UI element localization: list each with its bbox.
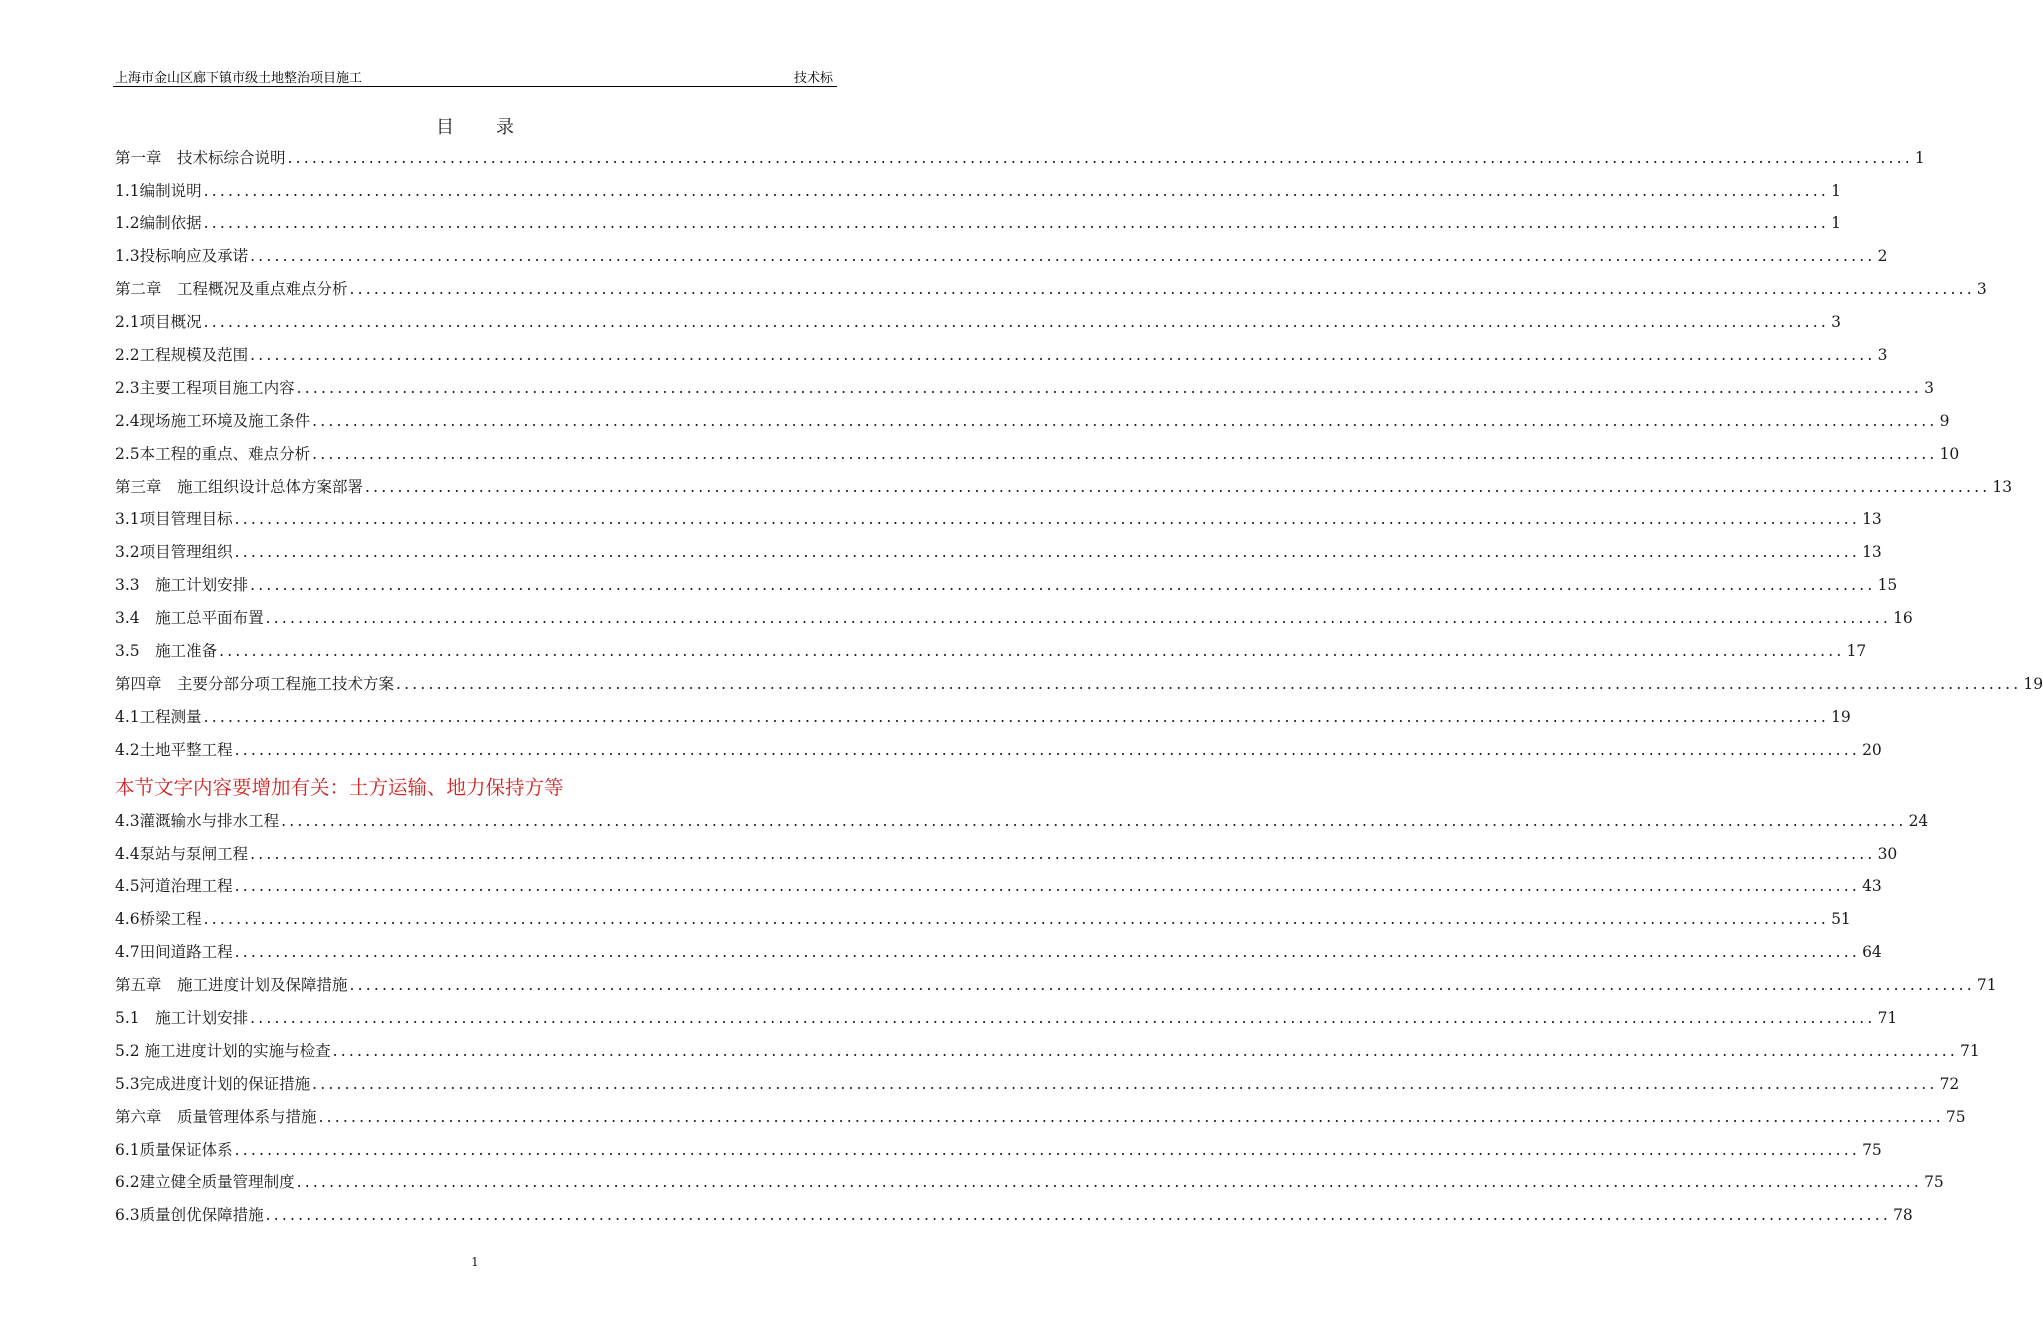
toc-dot-leader: ........................................................................................................................................................................................................	[365, 477, 1991, 496]
toc-entry-page: 3	[1877, 346, 1888, 365]
toc-entry-page: 1	[1831, 214, 1841, 233]
toc-entry-title: 6.1质量保证体系	[115, 1140, 233, 1159]
toc-entry-page: 75	[1924, 1173, 1944, 1192]
toc-entry-title: 第三章 施工组织设计总体方案部署	[115, 477, 364, 496]
toc-entry-page: 3	[1924, 378, 1934, 397]
toc-entry[interactable]	[115, 1200, 1913, 1233]
toc-entry[interactable]	[115, 969, 1997, 1002]
toc-entry[interactable]	[115, 904, 1851, 937]
toc-dot-leader: ........................................................................................................................................................................................................	[318, 1107, 1944, 1126]
toc-annotation-note: 本节文字内容要增加有关：土方运输、地力保持方等	[115, 775, 564, 799]
toc-entry-title: 3.5 施工准备	[115, 642, 218, 661]
toc-entry[interactable]	[115, 504, 1882, 537]
toc-entry-title: 2.1项目概况	[115, 313, 202, 332]
page-number: 1	[471, 1255, 479, 1269]
toc-dot-leader: ........................................................................................................................................................................................................	[312, 411, 1938, 430]
toc-dot-leader: ........................................................................................................................................................................................................	[349, 976, 1975, 995]
toc-entry-page: 1	[1831, 181, 1841, 200]
toc-entry-page: 13	[1992, 477, 2013, 496]
toc-dot-leader: ........................................................................................................................................................................................................	[396, 674, 2022, 693]
toc-entry-title: 3.4 施工总平面布置	[115, 609, 264, 628]
toc-dot-leader: ........................................................................................................................................................................................................	[203, 707, 1830, 726]
toc-entry-page: 43	[1862, 877, 1882, 896]
toc-dot-leader: ........................................................................................................................................................................................................	[203, 313, 1830, 332]
toc-dot-leader: ........................................................................................................................................................................................................	[349, 280, 1975, 299]
toc-entry-page: 64	[1862, 943, 1882, 962]
header-project-name: 上海市金山区廊下镇市级土地整治项目施工	[115, 71, 363, 86]
toc-entry-page: 75	[1945, 1107, 1966, 1126]
toc-entry[interactable]	[115, 805, 1929, 838]
toc-entry[interactable]	[115, 570, 1898, 603]
toc-entry-page: 3	[1831, 313, 1841, 332]
toc-entry[interactable]	[115, 838, 1898, 871]
toc-entry-title: 3.1项目管理目标	[115, 510, 233, 529]
toc-entry[interactable]	[115, 635, 1867, 668]
toc-entry-page: 13	[1862, 543, 1882, 562]
toc-entry[interactable]	[115, 1134, 1882, 1167]
toc-dot-leader: ........................................................................................................................................................................................................	[312, 1074, 1938, 1093]
toc-dot-leader: ........................................................................................................................................................................................................	[296, 1173, 1923, 1192]
toc-entry[interactable]	[115, 241, 1888, 274]
toc-entry-title: 6.2建立健全质量管理制度	[115, 1173, 295, 1192]
toc-entry-page: 19	[2023, 674, 2043, 693]
toc-entry[interactable]	[115, 734, 1882, 767]
toc-dot-leader: ........................................................................................................................................................................................................	[250, 1008, 1876, 1027]
toc-entry-title: 第二章 工程概况及重点难点分析	[115, 280, 348, 299]
toc-dot-leader: ........................................................................................................................................................................................................	[234, 510, 1861, 529]
toc-entry[interactable]	[115, 936, 1882, 969]
toc-dot-leader: ........................................................................................................................................................................................................	[203, 910, 1830, 929]
toc-entry[interactable]	[115, 405, 1950, 438]
toc-entry-title: 第六章 质量管理体系与措施	[115, 1107, 317, 1126]
toc-entry-title: 第五章 施工进度计划及保障措施	[115, 976, 348, 995]
toc-entry[interactable]	[115, 602, 1913, 635]
toc-entry-title: 4.4泵站与泵闸工程	[115, 844, 249, 863]
toc-entry-page: 71	[1877, 1008, 1898, 1027]
toc-entry[interactable]	[115, 471, 2013, 504]
toc-entry-title: 4.3灌溉输水与排水工程	[115, 811, 280, 830]
toc-entry-page: 15	[1877, 576, 1898, 595]
toc-entry-page: 19	[1831, 707, 1851, 726]
toc-entry-page: 2	[1877, 247, 1888, 266]
toc-dot-leader: ........................................................................................................................................................................................................	[234, 877, 1861, 896]
toc-entry-title: 2.2工程规模及范围	[115, 346, 249, 365]
toc-entry-title: 5.2 施工进度计划的实施与检查	[115, 1041, 331, 1060]
toc-entry-title: 5.3完成进度计划的保证措施	[115, 1074, 311, 1093]
toc-entry[interactable]	[115, 1002, 1898, 1035]
toc-entry-page: 13	[1862, 510, 1882, 529]
header-section-label: 技术标	[793, 71, 833, 86]
toc-dot-leader: ........................................................................................................................................................................................................	[250, 844, 1876, 863]
toc-title: 目录	[436, 117, 556, 138]
toc-entry[interactable]	[115, 537, 1882, 570]
toc-entry-title: 3.2项目管理组织	[115, 543, 233, 562]
toc-dot-leader: ........................................................................................................................................................................................................	[250, 346, 1876, 365]
toc-entry-page: 3	[1976, 280, 1987, 299]
toc-entry[interactable]	[115, 1101, 1966, 1134]
toc-dot-leader: ........................................................................................................................................................................................................	[312, 444, 1938, 463]
toc-dot-leader: ........................................................................................................................................................................................................	[234, 740, 1861, 759]
toc-entry[interactable]	[115, 438, 1960, 471]
toc-entry-page: 51	[1831, 910, 1851, 929]
toc-entry-title: 3.3 施工计划安排	[115, 576, 249, 595]
toc-entry-title: 第四章 主要分部分项工程施工技术方案	[115, 674, 395, 693]
toc-dot-leader: ........................................................................................................................................................................................................	[287, 148, 1913, 167]
toc-dot-leader: ........................................................................................................................................................................................................	[281, 811, 1907, 830]
toc-entry-title: 6.3质量创优保障措施	[115, 1206, 264, 1225]
toc-entry[interactable]	[115, 668, 2043, 701]
toc-dot-leader: ........................................................................................................................................................................................................	[296, 378, 1923, 397]
toc-entry-title: 2.5本工程的重点、难点分析	[115, 444, 311, 463]
page-header	[113, 66, 837, 87]
toc-entry[interactable]	[115, 871, 1882, 904]
toc-dot-leader: ........................................................................................................................................................................................................	[234, 1140, 1861, 1159]
toc-entry-title: 1.1编制说明	[115, 181, 202, 200]
toc-entry-page: 20	[1862, 740, 1882, 759]
toc-dot-leader: ........................................................................................................................................................................................................	[265, 1206, 1892, 1225]
toc-entry-title: 4.2土地平整工程	[115, 740, 233, 759]
toc-entry[interactable]	[115, 1167, 1944, 1200]
table-of-contents	[115, 142, 2043, 1233]
toc-entry[interactable]	[115, 175, 1841, 208]
toc-entry-title: 4.6桥梁工程	[115, 910, 202, 929]
toc-entry[interactable]	[115, 1068, 1960, 1101]
toc-dot-leader: ........................................................................................................................................................................................................	[250, 576, 1876, 595]
toc-dot-leader: ........................................................................................................................................................................................................	[203, 214, 1830, 233]
toc-entry-title: 4.5河道治理工程	[115, 877, 233, 896]
toc-entry-title: 2.3主要工程项目施工内容	[115, 378, 295, 397]
toc-entry-title: 1.3投标响应及承诺	[115, 247, 249, 266]
toc-entry-title: 5.1 施工计划安排	[115, 1008, 249, 1027]
toc-entry-page: 16	[1893, 609, 1913, 628]
toc-entry[interactable]	[115, 339, 1888, 372]
toc-entry[interactable]	[115, 142, 1925, 175]
toc-dot-leader: ........................................................................................................................................................................................................	[250, 247, 1876, 266]
toc-entry-page: 30	[1877, 844, 1898, 863]
toc-entry-title: 1.2编制依据	[115, 214, 202, 233]
toc-entry-page: 71	[1976, 976, 1997, 995]
toc-dot-leader: ........................................................................................................................................................................................................	[265, 609, 1892, 628]
toc-entry[interactable]	[115, 306, 1841, 339]
toc-entry-page: 75	[1862, 1140, 1882, 1159]
toc-dot-leader: ........................................................................................................................................................................................................	[234, 943, 1861, 962]
toc-entry-page: 71	[1959, 1041, 1980, 1060]
toc-entry[interactable]	[115, 1035, 1980, 1068]
toc-entry-title: 第一章 技术标综合说明	[115, 148, 286, 167]
toc-dot-leader: ........................................................................................................................................................................................................	[203, 181, 1830, 200]
toc-entry-page: 1	[1914, 148, 1925, 167]
toc-entry-page: 24	[1908, 811, 1929, 830]
toc-entry-title: 4.1工程测量	[115, 707, 202, 726]
toc-entry-page: 17	[1846, 642, 1867, 661]
toc-dot-leader: ........................................................................................................................................................................................................	[219, 642, 1845, 661]
toc-entry-title: 2.4现场施工环境及施工条件	[115, 411, 311, 430]
toc-entry[interactable]	[115, 701, 1851, 734]
toc-entry-page: 78	[1893, 1206, 1913, 1225]
toc-dot-leader: ........................................................................................................................................................................................................	[234, 543, 1861, 562]
toc-entry[interactable]	[115, 208, 1841, 241]
toc-entry-page: 9	[1939, 411, 1950, 430]
toc-entry[interactable]	[115, 372, 1934, 405]
toc-entry-page: 72	[1939, 1074, 1960, 1093]
toc-entry-title: 4.7田间道路工程	[115, 943, 233, 962]
toc-entry-page: 10	[1939, 444, 1960, 463]
toc-dot-leader: ........................................................................................................................................................................................................	[332, 1041, 1958, 1060]
toc-entry[interactable]	[115, 274, 1987, 307]
